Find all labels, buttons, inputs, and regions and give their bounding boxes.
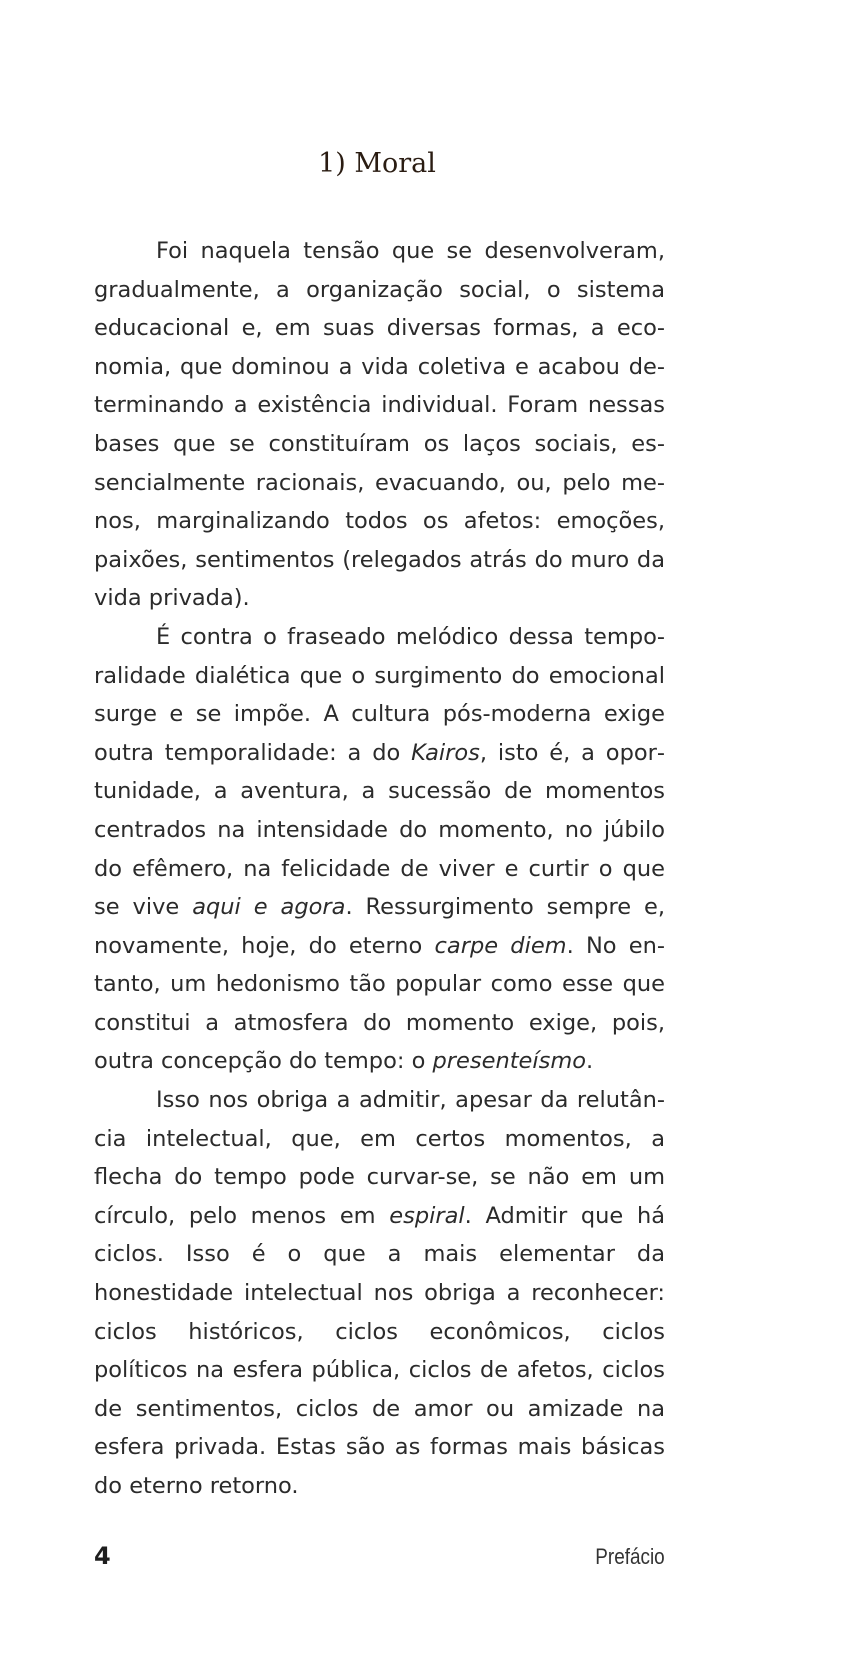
- body-text: [94, 232, 665, 1506]
- text-run: . No entanto, um hedonismo tão popular como esse que constitui a atmosfera do momento exige, pois, outra concepção do tempo: o: [94, 932, 665, 1075]
- text-run: .: [586, 1048, 594, 1075]
- page-footer: [94, 1542, 665, 1582]
- paragraph: [94, 1081, 665, 1506]
- italic-term: espiral: [389, 1202, 465, 1229]
- italic-term: presenteísmo: [432, 1048, 587, 1075]
- text-run: É contra o fraseado melódico dessa temporalidade dialética que o surgimento do emocional surge e se impõe. A cultura pós-moderna exige outra temporalidade: a do: [94, 623, 665, 766]
- text-run: . Ressurgimento sempre e, novamente, hoje, do eterno: [94, 894, 665, 959]
- paragraph: [94, 232, 665, 618]
- italic-term: aqui e agora: [192, 894, 346, 921]
- text-run: . Admitir que há ciclos. Isso é o que a mais elementar da honestidade intelectual nos obriga a reconhecer: ciclos históricos, ciclos econômicos, ciclos políticos na esfera pública, ciclos de afetos, ciclos de sentimentos, ciclos de amor ou amizade na esfera privada. Estas são as formas mais básicas do eterno retorno.: [94, 1202, 665, 1499]
- italic-term: Kairos: [411, 739, 480, 766]
- running-title: Prefácio: [595, 1544, 665, 1569]
- paragraph: [94, 618, 665, 1081]
- page-number: 4: [94, 1542, 111, 1570]
- text-run: , isto é, a oportunidade, a aventura, a sucessão de momentos centrados na intensidade do momento, no júbilo do efêmero, na felicidade de viver e curtir o que se vive: [94, 739, 665, 921]
- italic-term: carpe diem: [434, 932, 567, 959]
- text-run: Foi naquela tensão que se desenvolveram, gradualmente, a organização social, o sistema educacional e, em suas diversas formas, a economia, que dominou a vida coletiva e acabou determinando a existência individual. Foram nessas bases que se constituíram os laços sociais, essencialmente racionais, evacuando, ou, pelo menos, marginalizando todos os afetos: emoções, paixões, sentimentos (relegados atrás do muro da vida privada).: [94, 238, 665, 612]
- text-run: Isso nos obriga a admitir, apesar da relutância intelectual, que, em certos momentos, a flecha do tempo pode curvar-se, se não em um círculo, pelo menos em: [94, 1087, 665, 1229]
- section-heading: 1) Moral: [318, 148, 436, 179]
